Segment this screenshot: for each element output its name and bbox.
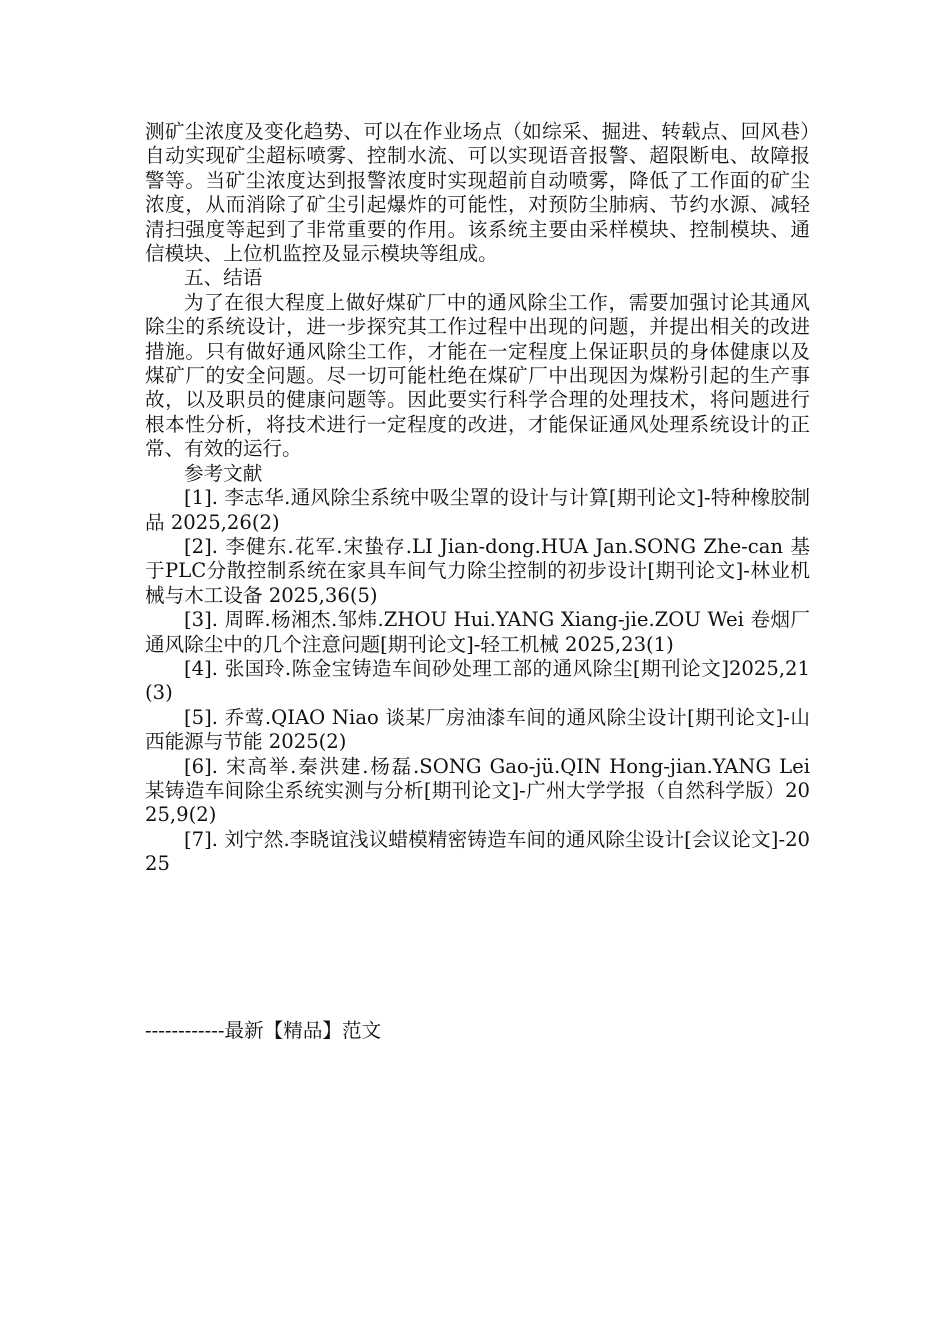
document-page <box>145 120 810 877</box>
conclusion-heading: 五、结语 <box>184 266 263 290</box>
reference-list <box>145 486 810 877</box>
reference-item: [5]. 乔莺.QIAO Niao 谈某厂房油漆车间的通风除尘设计[期刊论文]-山西能源与节能 2025(2) <box>145 705 810 754</box>
reference-item: [3]. 周晖.杨湘杰.邹炜.ZHOU Hui.YANG Xiang-jie.ZOU Wei 卷烟厂通风除尘中的几个注意问题[期刊论文]-轻工机械 2025,23(1) <box>145 608 810 656</box>
footer-label: ------------最新【精品】范文 <box>145 1019 382 1042</box>
conclusion-paragraph: 为了在很大程度上做好煤矿厂中的通风除尘工作，需要加强讨论其通风除尘的系统设计，进一步探究其工作过程中出现的问题，并提出相关的改进措施。只有做好通风除尘工作，才能在一定程度上保证职员的身体健康以及煤矿厂的安全问题。尽一切可能杜绝在煤矿厂中出现因为煤粉引起的生产事故，以及职员的健康问题等。因此要实行科学合理的处理技术，将问题进行根本性分析，将技术进行一定程度的改进，才能保证通风处理系统设计的正常、有效的运行。 <box>145 290 810 461</box>
reference-item: [1]. 李志华.通风除尘系统中吸尘罩的设计与计算[期刊论文]-特种橡胶制品 2025,26(2) <box>145 486 810 534</box>
intro-paragraph: 测矿尘浓度及变化趋势、可以在作业场点（如综采、掘进、转载点、回风巷）自动实现矿尘超标喷雾、控制水流、可以实现语音报警、超限断电、故障报警等。当矿尘浓度达到报警浓度时实现超前自动喷雾，降低了工作面的矿尘浓度，从而消除了矿尘引起爆炸的可能性，对预防尘肺病、节约水源、减轻清扫强度等起到了非常重要的作用。该系统主要由采样模块、控制模块、通信模块、上位机监控及显示模块等组成。 <box>145 120 810 266</box>
references-heading: 参考文献 <box>184 461 263 485</box>
reference-item: [2]. 李健东.花军.宋蛰存.LI Jian-dong.HUA Jan.SONG Zhe-can 基于PLC分散控制系统在家具车间气力除尘控制的初步设计[期刊论文]-林业机械与木工设备 2025,36(5) <box>145 534 810 607</box>
reference-item: [6]. 宋高举.秦洪建.杨磊.SONG Gao-jü.QIN Hong-jian.YANG Lei 某铸造车间除尘系统实测与分析[期刊论文]-广州大学学报（自然科学版）2025,9(2) <box>145 754 810 827</box>
reference-item: [7]. 刘宁然.李晓谊浅议蜡模精密铸造车间的通风除尘设计[会议论文]-2025 <box>145 827 810 876</box>
reference-item: [4]. 张国玲.陈金宝铸造车间砂处理工部的通风除尘[期刊论文]2025,21(3) <box>145 656 810 705</box>
